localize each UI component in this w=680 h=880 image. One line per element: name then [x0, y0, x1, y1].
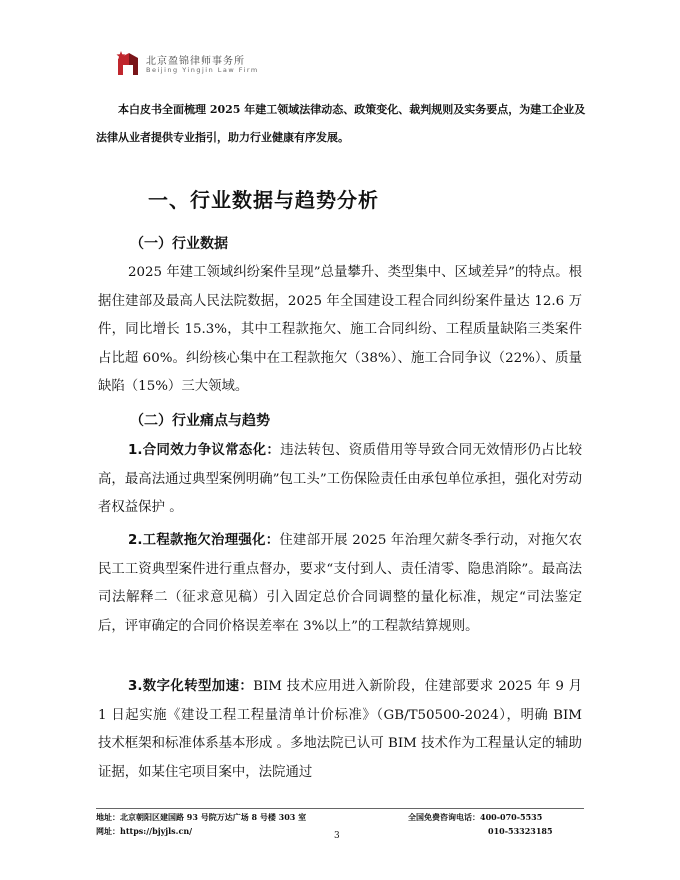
- firm-logo-icon: [114, 48, 142, 76]
- page-number: 3: [334, 831, 340, 841]
- law-firm-logo: [114, 46, 314, 82]
- list-item-text: 违法转包、资质借用等导致合同无效情形仍占比较高，最高法通过典型案例明确”包工头”工伤保险责任由承包单位承担，强化对劳动者权益保护 。: [98, 443, 582, 515]
- list-item: [98, 527, 582, 641]
- list-item-text: BIM 技术应用进入新阶段，住建部要求 2025 年 9 月 1 日起实施《建设工程工程量清单计价标准》（GB/T50500-2024），明确 BIM 技术框架和标准体系基本形成 。多地法院已认可 BIM 技术作为工程量认定的辅助证据，如某住宅项目案中，法院通过: [98, 679, 582, 780]
- footer-phone: 010-53323185: [488, 826, 553, 836]
- list-item-text: 住建部开展 2025 年治理欠薪冬季行动，对拖欠农民工工资典型案件进行重点督办，要求“支付到人、责任清零、隐患消除”。最高法司法解释二（征求意见稿）引入固定总价合同调整的量化标准，规定“司法鉴定后，评审确定的合同价格误差率在 3%以上”的工程款结算规则。: [98, 533, 582, 634]
- list-item-lead: 2.工程款拖欠治理强化：: [128, 533, 280, 548]
- footer-hotline: 全国免费咨询电话：400-070-5535: [408, 812, 543, 822]
- list-item: [98, 673, 582, 787]
- list-item-lead: 3.数字化转型加速：: [128, 679, 254, 694]
- footer-divider: [96, 808, 584, 809]
- subsection-heading-trends: （二）行业痛点与趋势: [130, 413, 270, 429]
- list-item: [98, 437, 582, 523]
- intro-paragraph: 本白皮书全面梳理 2025 年建工领域法律动态、政策变化、裁判规则及实务要点，为建工企业及法律从业者提供专业指引，助力行业健康有序发展。: [96, 103, 586, 144]
- list-item-lead: 1.合同效力争议常态化：: [128, 443, 281, 458]
- logo-chinese-name: 北京盈锦律师事务所: [146, 56, 245, 67]
- footer-address: 地址：北京朝阳区建国路 93 号院万达广场 8 号楼 303 室: [96, 812, 307, 822]
- industry-data-paragraph: 2025 年建工领域纠纷案件呈现”总量攀升、类型集中、区域差异”的特点。根据住建部及最高人民法院数据，2025 年全国建设工程合同纠纷案件量达 12.6 万件，同比增长 15.3%，其中工程款拖欠、施工合同纠纷、工程质量缺陷三类案件占比超 60%。纠纷核心集中在工程款拖欠（38%）、施工合同争议（22%）、质量缺陷（15%）三大领域。: [98, 265, 582, 394]
- section-heading: 一、行业数据与趋势分析: [148, 188, 379, 212]
- subsection-heading-data: （一）行业数据: [130, 236, 228, 252]
- footer-website[interactable]: 网址：https://bjyjls.cn/: [96, 826, 193, 836]
- logo-english-name: Beijing Yingjin Law Firm: [146, 66, 259, 74]
